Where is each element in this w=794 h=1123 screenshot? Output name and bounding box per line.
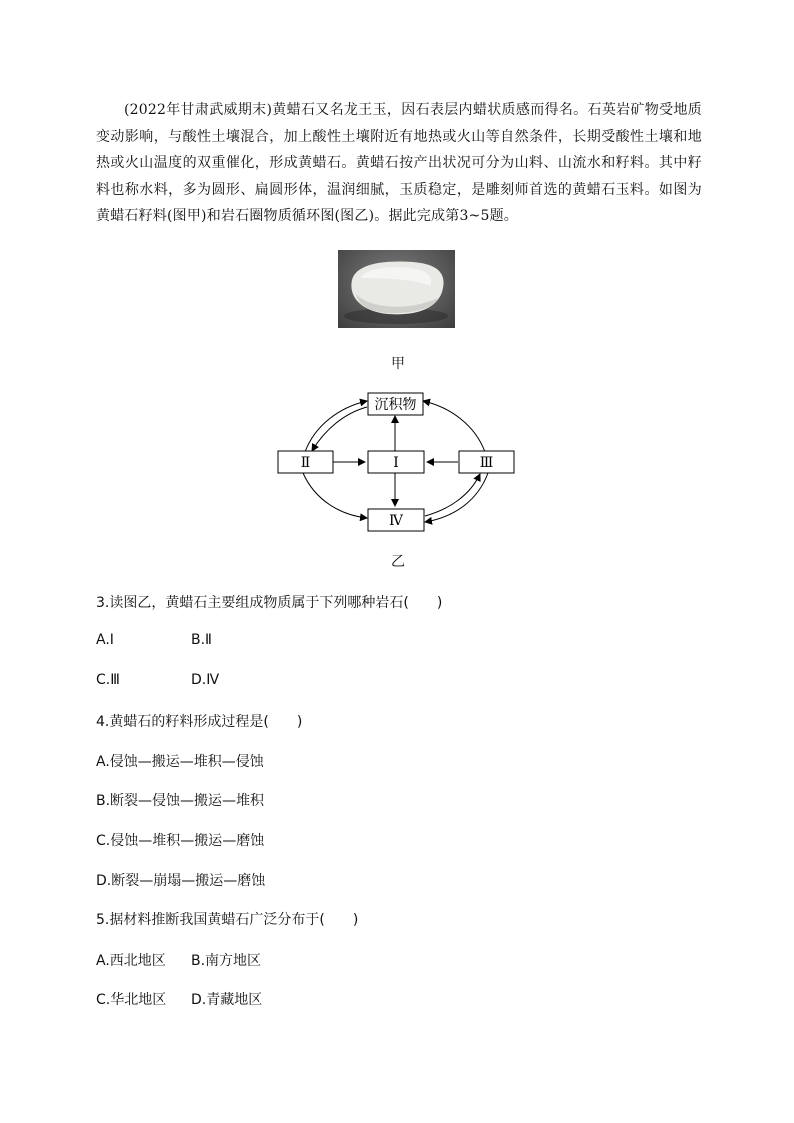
q5-option-c: C.华北地区 [96, 992, 167, 1008]
q4-option-d: D.断裂—崩塌—搬运—磨蚀 [96, 873, 266, 889]
q5-option-d: D.青藏地区 [191, 992, 263, 1008]
box-i-label: Ⅰ [393, 455, 399, 471]
box-iii-label: Ⅲ [479, 455, 494, 471]
q5-option-b: B.南方地区 [191, 953, 262, 969]
question-5-stem: 5.据材料推断我国黄蜡石广泛分布于( ) [96, 912, 359, 928]
figure-b-caption: 乙 [391, 554, 405, 570]
wax-stone-photo [338, 250, 455, 328]
sediment-label: 沉积物 [374, 397, 417, 413]
question-3-stem: 3.读图乙，黄蜡石主要组成物质属于下列哪种岩石( ) [96, 595, 443, 611]
q4-option-b: B.断裂—侵蚀—搬运—堆积 [96, 793, 265, 809]
q5-option-a: A.西北地区 [96, 953, 166, 969]
passage-text: (2022年甘肃武威期末)黄蜡石又名龙王玉，因石表层内蜡状质感而得名。石英岩矿物受地质变动影响，与酸性土壤混合，加上酸性土壤附近有地热或火山等自然条件，长期受酸性土壤和地热或火山温度的双重催化，形成黄蜡石。黄蜡石按产出状况可分为山料、山流水和籽料。其中籽料也称水料，多为圆形、扁圆形体，温润细腻，玉质稳定，是雕刻师首选的黄蜡石玉料。如图为黄蜡石籽料(图甲)和岩石圈物质循环图(图乙)。据此完成第3~5题。 [96, 102, 702, 224]
q3-option-d: D.Ⅳ [191, 672, 220, 688]
q3-option-b: B.Ⅱ [191, 632, 212, 648]
figure-a-caption: 甲 [391, 356, 405, 372]
q4-option-c: C.侵蚀—堆积—搬运—磨蚀 [96, 833, 265, 849]
q4-option-a: A.侵蚀—搬运—堆积—侵蚀 [96, 754, 264, 770]
q3-option-a: A.Ⅰ [96, 632, 114, 648]
box-iv-label: Ⅳ [389, 513, 403, 529]
q3-option-c: C.Ⅲ [96, 672, 120, 688]
rock-cycle-diagram [270, 385, 530, 545]
box-ii-label: Ⅱ [300, 455, 311, 471]
question-4-stem: 4.黄蜡石的籽料形成过程是( ) [96, 714, 303, 730]
